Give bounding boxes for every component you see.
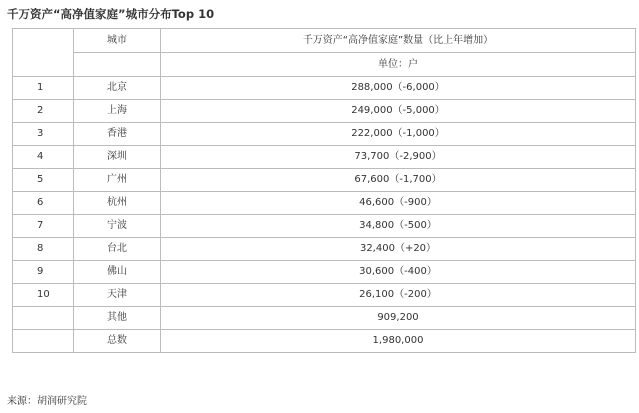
- table-row: [13, 284, 636, 307]
- city-cell: 佛山: [74, 261, 161, 284]
- value-cell: 46,600（-900）: [161, 192, 636, 215]
- value-cell: 73,700（-2,900）: [161, 146, 636, 169]
- city-cell: 广州: [74, 169, 161, 192]
- city-header-blank: [74, 53, 161, 77]
- table-unit-row: [13, 53, 636, 77]
- source-note: 来源：胡润研究院: [7, 396, 87, 407]
- value-cell: 222,000（-1,000）: [161, 123, 636, 146]
- table-row: [13, 100, 636, 123]
- table-row: [13, 238, 636, 261]
- rank-cell: 3: [13, 123, 74, 146]
- table-row: [13, 77, 636, 100]
- table-row: [13, 192, 636, 215]
- rank-cell: 10: [13, 284, 74, 307]
- city-cell: 香港: [74, 123, 161, 146]
- unit-header: 单位：户: [161, 53, 636, 77]
- data-table: [12, 28, 636, 353]
- city-cell: 北京: [74, 77, 161, 100]
- metric-header: 千万资产“高净值家庭”数量（比上年增加）: [161, 29, 636, 53]
- value-cell: 34,800（-500）: [161, 215, 636, 238]
- city-cell: 宁波: [74, 215, 161, 238]
- rank-cell: 2: [13, 100, 74, 123]
- table-row: [13, 215, 636, 238]
- rank-cell: 9: [13, 261, 74, 284]
- rank-header-cell: [13, 29, 74, 77]
- value-cell: 909,200: [161, 307, 636, 330]
- rank-cell: 6: [13, 192, 74, 215]
- table-row: [13, 330, 636, 353]
- page-title: 千万资产“高净值家庭”城市分布Top 10: [7, 7, 215, 21]
- rank-cell: [13, 307, 74, 330]
- city-cell: 天津: [74, 284, 161, 307]
- city-cell: 其他: [74, 307, 161, 330]
- city-cell: 总数: [74, 330, 161, 353]
- city-cell: 杭州: [74, 192, 161, 215]
- city-cell: 深圳: [74, 146, 161, 169]
- rank-cell: 5: [13, 169, 74, 192]
- table-row: [13, 307, 636, 330]
- value-cell: 32,400（+20）: [161, 238, 636, 261]
- value-cell: 30,600（-400）: [161, 261, 636, 284]
- rank-cell: 8: [13, 238, 74, 261]
- value-cell: 288,000（-6,000）: [161, 77, 636, 100]
- table-row: [13, 146, 636, 169]
- rank-cell: [13, 330, 74, 353]
- rank-cell: 7: [13, 215, 74, 238]
- city-cell: 上海: [74, 100, 161, 123]
- rank-cell: 4: [13, 146, 74, 169]
- table-row: [13, 169, 636, 192]
- table-header-row: [13, 29, 636, 53]
- table-row: [13, 123, 636, 146]
- rank-cell: 1: [13, 77, 74, 100]
- table-row: [13, 261, 636, 284]
- city-header: 城市: [74, 29, 161, 53]
- value-cell: 1,980,000: [161, 330, 636, 353]
- value-cell: 26,100（-200）: [161, 284, 636, 307]
- value-cell: 67,600（-1,700）: [161, 169, 636, 192]
- value-cell: 249,000（-5,000）: [161, 100, 636, 123]
- city-cell: 台北: [74, 238, 161, 261]
